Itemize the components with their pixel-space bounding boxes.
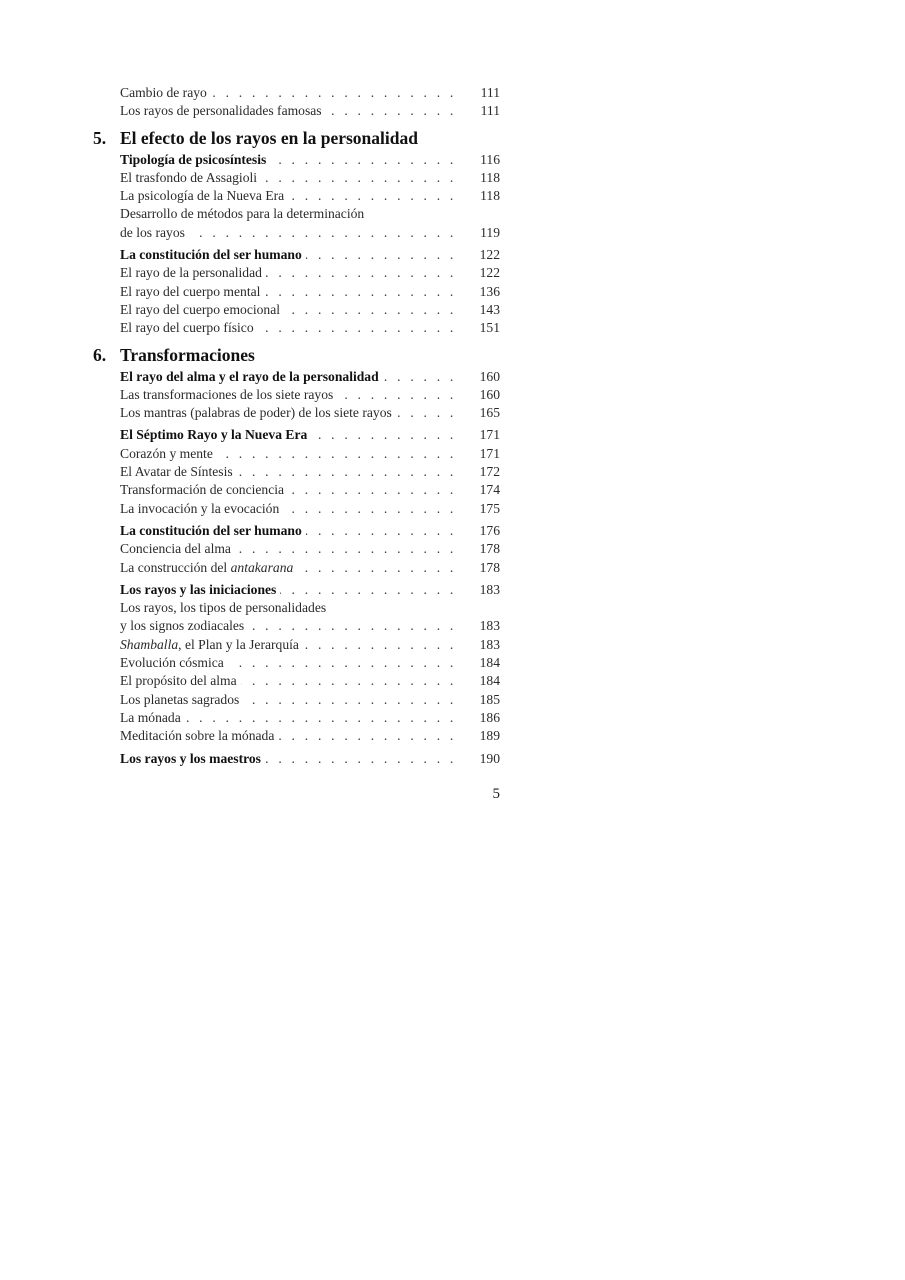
page-number: 5	[492, 786, 500, 802]
toc-entry-text: Evolución cósmica	[120, 655, 224, 671]
toc-page-number: 174	[479, 482, 500, 498]
toc-page-number: 111	[480, 85, 500, 100]
toc-entry-text: El rayo de la personalidad	[120, 265, 262, 281]
toc-entry-title	[120, 463, 237, 481]
toc-entry	[120, 445, 500, 463]
toc-page-number: 184	[479, 673, 500, 689]
toc-page-number: 160	[479, 386, 500, 402]
toc-entry	[120, 463, 500, 481]
toc-entry-text: Corazón y mente	[120, 445, 213, 461]
toc-entry-title	[120, 559, 297, 577]
toc-entry-title	[120, 636, 303, 654]
toc-page-number: 189	[479, 728, 500, 744]
chapter-number: 5.	[93, 127, 107, 148]
toc-page-number: 178	[479, 559, 500, 575]
toc-page-number: 136	[479, 283, 500, 299]
toc-entry-title	[120, 445, 217, 463]
toc-entry-text: Las transformaciones de los siete rayos	[120, 386, 334, 402]
toc-entry-text: El Avatar de Síntesis	[120, 464, 233, 480]
toc-entry-title	[120, 386, 337, 404]
toc-page-number: 186	[479, 709, 500, 725]
toc-entry	[120, 654, 500, 672]
toc-entry-text: El rayo del cuerpo emocional	[120, 301, 281, 317]
toc-entry-text: , el Plan y la Jerarquía	[178, 636, 299, 652]
toc-page-number: 160	[479, 368, 500, 384]
toc-chapter-heading	[93, 342, 513, 368]
toc-entry-text: y los signos zodiacales	[120, 618, 245, 634]
toc-entry	[120, 750, 500, 768]
toc-entry-title	[120, 319, 258, 337]
toc-entry-title	[120, 264, 266, 282]
toc-entry-title	[120, 283, 264, 301]
toc-entry-text: El trasfondo de Assagioli	[120, 169, 258, 185]
toc-chapter-heading	[93, 125, 513, 151]
toc-page-number: 176	[479, 522, 500, 538]
toc-entry-text: Desarrollo de métodos para la determinación	[120, 206, 365, 222]
toc-entry-title	[120, 404, 396, 422]
chapter-title: El efecto de los rayos en la personalidad	[120, 127, 418, 148]
toc-entry-title	[120, 368, 383, 386]
toc-entry	[120, 169, 500, 187]
toc-entry-title	[120, 672, 241, 690]
toc-page-number: 183	[479, 581, 500, 597]
toc-entry-text: Los planetas sagrados	[120, 691, 240, 707]
toc-entry-title	[120, 750, 265, 768]
chapter-number: 6.	[93, 344, 107, 365]
toc-entry-title	[120, 481, 288, 499]
toc-page-number: 122	[479, 265, 500, 281]
toc-page-number: 118	[480, 169, 500, 185]
toc-entry-text: Tipología de psicosíntesis	[120, 151, 267, 167]
toc-entry	[120, 727, 500, 745]
toc-page-number: 183	[479, 618, 500, 634]
toc-entry-line	[120, 205, 500, 223]
toc-entry-text: Los rayos y los maestros	[120, 750, 261, 766]
toc-page-number: 151	[479, 320, 500, 336]
toc-entry-title	[120, 426, 311, 444]
toc-entry-line	[120, 599, 500, 617]
toc-entry-text: Meditación sobre la mónada	[120, 728, 275, 744]
toc-entry-title	[120, 654, 228, 672]
toc-entry-title	[120, 617, 248, 635]
toc-page-number: 171	[479, 427, 500, 443]
toc-entry-text: El rayo del cuerpo físico	[120, 320, 254, 336]
toc-entry	[120, 386, 500, 404]
toc-entry-text: El rayo del cuerpo mental	[120, 283, 261, 299]
toc-entry-text: La mónada	[120, 709, 181, 725]
toc-page-number: 143	[479, 301, 500, 317]
toc-page-number: 190	[479, 750, 500, 766]
toc-entry-title	[120, 691, 243, 709]
toc-entry-title	[120, 84, 211, 102]
toc-entry-text: Los rayos y las iniciaciones	[120, 581, 277, 597]
toc-entry-title	[120, 727, 278, 745]
toc-entry-title	[120, 246, 306, 264]
toc-page-number: 116	[480, 151, 500, 167]
toc-entry	[120, 151, 500, 169]
toc-entry	[120, 691, 500, 709]
toc-entry-title	[120, 599, 330, 617]
toc-page-number: 172	[479, 464, 500, 480]
toc-entry-italic: Shamballa	[120, 636, 179, 652]
toc-entry-title	[120, 187, 288, 205]
toc-page-number: 119	[480, 224, 500, 240]
toc-entry-text: Los mantras (palabras de poder) de los siete rayos	[120, 405, 392, 421]
toc-entry	[120, 581, 500, 599]
toc-entry	[120, 319, 500, 337]
toc-entry	[120, 84, 500, 102]
toc-entry-title	[120, 102, 326, 120]
toc-entry	[120, 672, 500, 690]
toc-entry-title	[120, 500, 283, 518]
toc-entry-text: Conciencia del alma	[120, 541, 231, 557]
toc-entry	[120, 102, 500, 120]
toc-entry-text: La construcción del	[120, 559, 231, 575]
toc-entry-title	[120, 540, 235, 558]
toc-page-number: 171	[479, 445, 500, 461]
toc-entry-text: El rayo del alma y el rayo de la personalidad	[120, 368, 379, 384]
toc-entry-text: El Séptimo Rayo y la Nueva Era	[120, 427, 308, 443]
toc-entry-title	[120, 205, 368, 223]
table-of-contents	[0, 84, 905, 768]
toc-page-number: 184	[479, 655, 500, 671]
toc-entry-title	[120, 169, 261, 187]
toc-entry-title	[120, 151, 270, 169]
toc-page-number: 183	[479, 636, 500, 652]
toc-entry	[120, 709, 500, 727]
toc-entry-text: Los rayos de personalidades famosas	[120, 103, 322, 119]
toc-entry	[120, 404, 500, 422]
toc-page-number: 178	[479, 541, 500, 557]
toc-entry-title	[120, 709, 185, 727]
toc-entry	[120, 617, 500, 635]
toc-entry-title	[120, 224, 189, 242]
toc-page-number: 185	[479, 691, 500, 707]
toc-entry	[120, 301, 500, 319]
toc-entry	[120, 368, 500, 386]
chapter-title: Transformaciones	[120, 344, 255, 365]
toc-entry	[120, 426, 500, 444]
toc-entry-text: de los rayos	[120, 224, 185, 240]
toc-entry	[120, 187, 500, 205]
toc-entry-title	[120, 301, 284, 319]
toc-entry	[120, 500, 500, 518]
toc-entry-italic: antakarana	[230, 559, 294, 575]
toc-page-number: 122	[479, 247, 500, 263]
toc-entry-title	[120, 581, 280, 599]
toc-page-number: 165	[479, 405, 500, 421]
toc-entry-text: Los rayos, los tipos de personalidades	[120, 600, 327, 616]
toc-entry	[120, 481, 500, 499]
toc-entry-text: La psicología de la Nueva Era	[120, 188, 285, 204]
toc-entry-text: La invocación y la evocación	[120, 500, 280, 516]
toc-page-number: 118	[480, 188, 500, 204]
toc-entry-text: La constitución del ser humano	[120, 522, 302, 538]
toc-entry	[120, 636, 500, 654]
toc-page-number: 111	[480, 103, 500, 119]
toc-entry	[120, 283, 500, 301]
toc-entry	[120, 246, 500, 264]
toc-entry-text: Cambio de rayo	[120, 85, 207, 100]
toc-entry-text: Transformación de conciencia	[120, 482, 285, 498]
toc-entry	[120, 522, 500, 540]
toc-entry-text: La constitución del ser humano	[120, 247, 302, 263]
toc-entry-title	[120, 522, 306, 540]
toc-entry-text: El propósito del alma	[120, 673, 237, 689]
toc-page-number: 175	[479, 500, 500, 516]
toc-entry	[120, 264, 500, 282]
toc-entry	[120, 540, 500, 558]
toc-entry	[120, 224, 500, 242]
toc-entry	[120, 559, 500, 577]
